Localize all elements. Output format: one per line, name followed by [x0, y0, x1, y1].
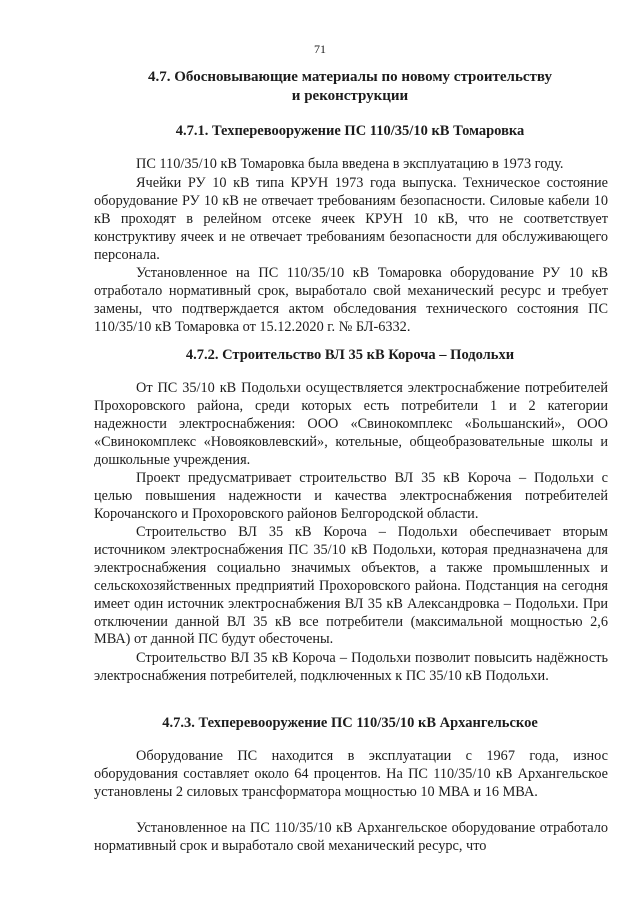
page-number: 71 [314, 42, 326, 56]
section-title-line1: 4.7. Обосновывающие материалы по новому строительству [147, 69, 552, 85]
paragraph-4-7-2-a: От ПС 35/10 кВ Подольхи осуществляется электроснабжение потребителей Прохоровского района, среди которых есть потребители 1 и 2 категории надежности электроснабжения: ООО «Свинокомплекс «Большанский», ООО «Свинокомплекс «Новояковлевский», котельные, общеобразовательные школы и дошкольные учреждения. [94, 380, 608, 468]
paragraph-4-7-2-b: Проект предусматривает строительство ВЛ 35 кВ Короча – Подольхи с целью повышения надежности и качества электроснабжения потребителей Корочанского и Прохоровского районов Белгородской области. [94, 470, 608, 522]
paragraph-4-7-1-c: Установленное на ПС 110/35/10 кВ Томаровка оборудование РУ 10 кВ отработало нормативный срок, выработало свой механический ресурс и требует замены, что подтверждается актом обследования технического состояния ПС 110/35/10 кВ Томаровка от 15.12.2020 г. № БЛ-6332. [94, 265, 608, 335]
subsection-title-4-7-2: 4.7.2. Строительство ВЛ 35 кВ Короча – Подольхи [185, 347, 515, 363]
paragraph-4-7-3-b: Установленное на ПС 110/35/10 кВ Архангельское оборудование отработало нормативный срок и выработало свой механический ресурс, что [94, 820, 608, 854]
paragraph-4-7-1-b: Ячейки РУ 10 кВ типа КРУН 1973 года выпуска. Техническое состояние оборудование РУ 10 кВ не отвечает требованиям безопасности. Силовые кабели 10 кВ проходят в релейном отсеке ячеек КРУН 10 кВ, что не соответствует конструктиву ячеек и не отвечает требованиям безопасности для обслуживающего персонала. [94, 175, 608, 263]
paragraph-4-7-1-a: ПС 110/35/10 кВ Томаровка была введена в эксплуатацию в 1973 году. [136, 156, 564, 172]
paragraph-4-7-2-d: Строительство ВЛ 35 кВ Короча – Подольхи позволит повысить надёжность электроснабжения потребителей, подключенных к ПС 35/10 кВ Подольхи. [94, 650, 608, 684]
subsection-title-4-7-1: 4.7.1. Техперевооружение ПС 110/35/10 кВ Томаровка [175, 123, 525, 139]
paragraph-4-7-3-a: Оборудование ПС находится в эксплуатации с 1967 года, износ оборудования составляет около 64 процентов. На ПС 110/35/10 кВ Архангельское установлены 2 силовых трансформатора мощностью 10 МВА и 16 МВА. [94, 748, 608, 800]
section-title-line2: и реконструкции [291, 88, 409, 104]
subsection-title-4-7-3: 4.7.3. Техперевооружение ПС 110/35/10 кВ Архангельское [162, 715, 538, 731]
paragraph-4-7-2-c: Строительство ВЛ 35 кВ Короча – Подольхи обеспечивает вторым источником электроснабжения ПС 35/10 кВ Подольхи, которая предназначена для электроснабжения социально значимых объектов, а также промышленных и сельскохозяйственных предприятий Прохоровского района. Подстанция на сегодня имеет один источник электроснабжения ВЛ 35 кВ Александровка – Подольхи. При отключении данной ВЛ 35 кВ все потребители (максимальной мощностью 2,6 МВА) от данной ПС будут обесточены. [94, 524, 608, 648]
